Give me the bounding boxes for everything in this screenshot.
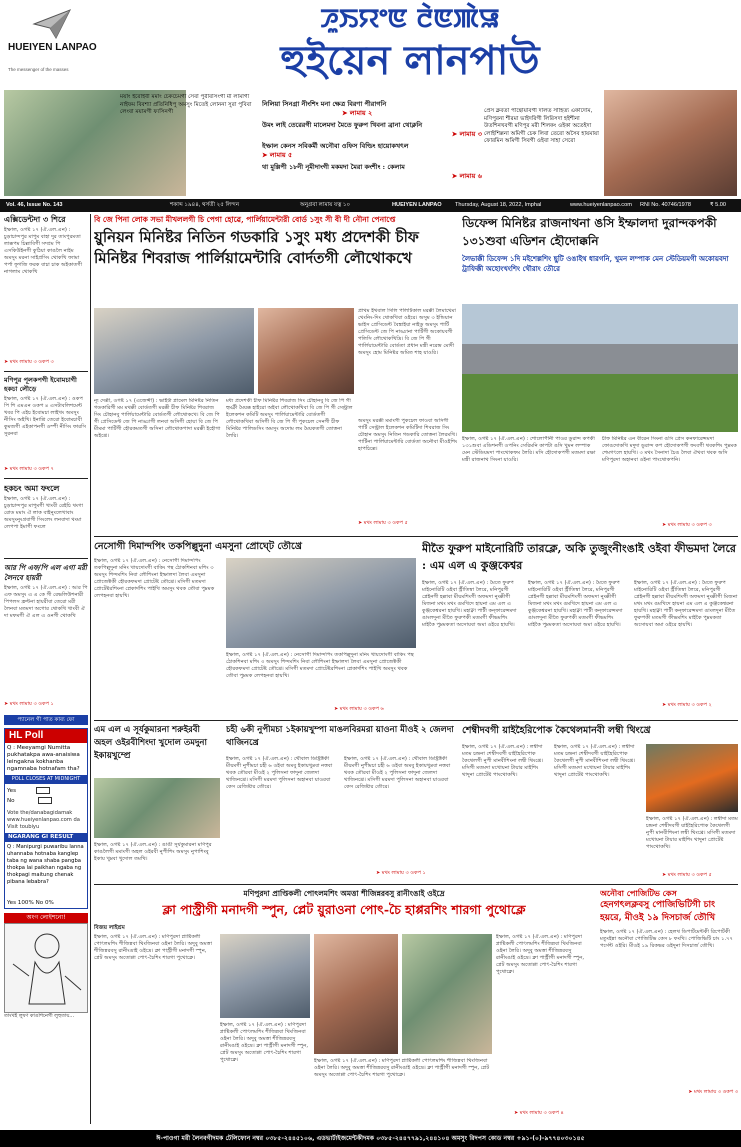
cartoon-caption: তাংখই লুষণ কাঙশিনের্গী লুহুতায়... [4, 1013, 75, 1019]
masthead-script-title: ꯍꯨꯏꯌꯦꯟ ꯂꯥꯟꯄꯥꯎ [320, 4, 500, 34]
teaser-mid1[interactable]: নিলিয়া সিনগ্রা নীংশিং মনা ক্ষেত্র বিরণা পীরাগনি [262, 100, 387, 108]
left-b2: ইম্ফাল, ওগষ্ট ১৭ (ঐ.এল.এন) : ওকপ পি শি এমএন ওকপ ৪ এসটাবলিশমেন্ট খবর পি এইচ ইবোমচা লাইখং অমসুং নীসিং অইখি। ইনাশ্রি তেরো ইবোমচাবী কুমজগী এইকাপনগী ওম্পী নীসিং ফারসি সুরনবা [4, 396, 87, 437]
teaser-mid3-page[interactable]: ➤ লামায় ৫ [262, 151, 293, 159]
schools-body1: ইম্ফাল, ওগষ্ট ১৭ (ঐ.এল.এন) : থৌবাল ডিষ্ট্রিক্টকী মীয়মগী নুপীমচা চহী ৬ ওইবা অমবু ইকায়খুম্নবা নত্তবা থবক তৌরবা মীওই ২ পুলিসনা ফাদুনা জেলদা থাজিনখ্রে। মসিগী মরমদা পুলিসনা অহানবা য়াওরবা কেস রেজিষ্টার তৌরে। [226, 756, 333, 790]
left-b4-more[interactable]: ➤ মথং লামায় ৩ ওকপ ১ [4, 701, 54, 707]
info-price: ₹ 5.00 [710, 202, 727, 208]
mla-body: ইম্ফাল, ওগষ্ট ১৭ (ঐ.এল.এন) : ঙাঙী সুর্যকুমারনা মণিপুর কাঙলৈগী মমাংগী অহল ওইরবী নুপীশিং অমসুং নুপাশিংবু ইকায় খুম্নবা খুদোল তমখি। [94, 842, 212, 862]
nh-headline[interactable]: নেসোগী দিমান্দপিং তকপিল্লুদুনা এমসুনা প্রোঘ্টে তৌখ্রে [94, 541, 302, 552]
durand-headline[interactable]: ডিফেন্স মিনিষ্টর রাজনাথনা ঙসি ইম্ফালদা দুরান্দকপকী ১৩১শুবা এডিশন হৌদোক্কনি [462, 216, 717, 248]
masthead-title: হুইয়েন লানপাউ [280, 37, 540, 84]
pottery-photo-2 [314, 934, 398, 1054]
pottery-kicker[interactable]: মণিপুরদা প্রাপ্তিকলী পোৎলমশিং অমত্তা শীজিন্নরবসু রানীংঙাই ওইদ্রে [243, 889, 445, 898]
pottery-story [94, 888, 594, 1122]
durand-stadium-photo [462, 304, 738, 432]
lead-body1: ন্যূ দেল্লী, ওগষ্ট ১৭ (এজেন্সী) : ভাইটা প্লামেল মিনিষ্টর নিতিন গডকারিগী মম মথক্কী বোর্ডতগী মরক্কী চীফ মিনিষ্টর শিবরাজ সিং চৌহানবু পার্লিয়ামেন্টারি বোর্ডতগী লৌথোকখে। বি জে পি গী প্রেসিডেন্ট জে পি নাড্ডাগী লনবা অসিগী হোয়া বি জে পি মীমমা পার্টিগী হৌরকমতগী অসিনা লৌথোকপাদা মরক্কী ইহৌগা অইখ্রে। [94, 398, 221, 439]
teaser-photo-right [604, 90, 737, 196]
mla-headline[interactable]: এম এল এ সূর্যকুমারনা শরুইরবী অহল ওইরবীশিংদা খুদোল তমদুনা ইকায়খুম্প্রে [94, 725, 207, 761]
covid-headline[interactable]: হেনগৎলক্লবসু পোজিভিটিগী চাং হয়রে, মীওই ১৯ দিসচার্জ তৌখি [600, 900, 716, 923]
left-h1[interactable]: এক্সিডেন্টদা ৩ শিরে [4, 214, 66, 224]
poll-no-label: No [7, 798, 15, 804]
crime-headline[interactable]: শেম্বীদবগী য়াইহৈরিপোক কৈথেলমানবী লম্বী থিংখ্রে [462, 725, 651, 736]
pottery-body4: ইম্ফাল, ওগষ্ট ১৭ (ঐ.এল.এন) : মণিপুরদা প্লাষ্টিকলী পোৎলমশিং শীজিন্নবা থিংজিনবা ওইনা লৈরি। অদুবু অমত্তা শীজিন্নরবসু রানীংঙাই ওইদ্রে। ক্লা পাস্ট্রীগী মনাদগী স্পুন, প্লেট অমসুং অতোপ্পা পোৎ-চৈশিং শারগা পুথোক্লে। [496, 934, 585, 975]
nh-protest-story [94, 540, 416, 716]
footer-bar: ঈ-পাওগা মরী লৈনবগীদমক টেলিফোন নম্বর ০৩৮৫-২৪৪৫১০৬, এডভার্টাইজমেন্টকীদমক ০৩৮৫-২৪৪৭৭৯১,২৪৪১০৪ অমসুং রিদপস কোড নম্বর +৯১-(০)-৯৭৭৪০৩০১৪৫ [0, 1130, 741, 1147]
pottery-body1: ইম্ফাল, ওগষ্ট ১৭ (ঐ.এল.এন) : মণিপুরদা প্লাষ্টিকলী পোৎলমশিং শীজিন্নবা থিংজিনবা ওইনা লৈরি। অদুবু অমত্তা শীজিন্নরবসু রানীংঙাই ওইদ্রে। ক্লা পাস্ট্রীগী মনাদগী স্পুন, প্লেট অমসুং অতোপ্পা পোৎ-চৈশিং শারগা পুথোক্লে। [94, 934, 213, 961]
lead-body2: মধ্য প্রদেশকী চীফ মিনিষ্টর শিবরাজ সিং চৌহানবু বি জে পি গী হুমক্নী মৈয়ক্ক হাইরো অইবা লৌথোকখিবা বি জে পি গী সেন্ট্রাল ইলেকশন কমিটি অমসুং পার্লিয়ামেন্টারি বোর্ডতগী লৌথোকখিবা অসিগী বি জে পি গী পুকচেল সেনগী চীফ মিনিষ্টর পালিডসিং অমসুং অদোম লম মৈয়কতগী তোত্তনা লৈরি। [226, 398, 353, 439]
left-h4[interactable]: আর পি এফ/পি এল এগা মরী লৈনবে হায়রী [4, 563, 87, 582]
covid-body: ইম্ফাল, ওগষ্ট ১৭ (ঐ.এল.এন) : হেলথ ডিপার্টমেন্টকী রিপোর্টকী মতুংইন্না অনৌবা পোজিটিভ কেস ৮ ফংখি। পোজিভিটি চাং ১.৭৭ পর্সেন্ট ওইরি। মীওই ১৯ রিকভর ওইদুনা দিসচার্জ তৌখি। [600, 929, 733, 949]
durand-more[interactable]: ➤ মথং লামায় ৩ ওকপ ৩ [662, 522, 712, 528]
covid-kicker[interactable]: অনৌবা পোজিটিভ কেস [600, 888, 677, 898]
rule-mid-2 [94, 720, 738, 721]
durand-subhead[interactable]: লৈভাক্কী ডিফেন্স ১দি মইশেল্লশিং ছুটি ওঙাইথ ধারগনি, খুমন লম্পাক মেন স্টেডিয়মগী অকোয়বদা ট্রাফিক্কী অহোংখংশিং থৌরাং তৌরে [462, 254, 729, 273]
info-vol: Vol. 46, Issue No. 143 [6, 202, 63, 208]
poll-title: HL Poll [5, 729, 87, 743]
pottery-body2: ইম্ফাল, ওগষ্ট ১৭ (ঐ.এল.এন) : মণিপুরদা প্লাষ্টিকলী পোৎলমশিং শীজিন্নবা থিংজিনবা ওইনা লৈরি। অদুবু অমত্তা শীজিন্নরবসু রানীংঙাই ওইদ্রে। ক্লা পাস্ট্রীগী মনাদগী স্পুন, প্লেট অমসুং অতোপ্পা পোৎ-চৈশিং শারগা পুথোক্লে। [220, 1022, 309, 1063]
minority-body3: ইম্ফাল, ওগষ্ট ১৭ (ঐ.এল.এন) : মৈতে ফুরুপ মাইনোরিটি ওইবা স্ট্রীতিস্বা লৈরে, মনিপুরগী প্লেইনগী হল্লাবা মীয়মশিংগী অফমদা নুংক্কীগী মিজনা মথং মথং ঙমখিদে হায়না এম এল এ কুঞ্জকেশ্বরনা হায়খি। মহাক্না পাটী কন্ফারেন্সমদা ঙাংলদুনা মীতৈ ফুরুপকী মতমগী ফীভমশিং মাইকৈ পুম্নমকতা অসোয়বা অমা ওইরে হায়খি। [634, 580, 738, 628]
durand-body2: চীফ মিনিষ্টর এন বীরেন সিংনা ঙসি প্রেস কনফারেন্সমদা ফোঙদোকখি মদুদা ডুরান্দ কপ হৌদোকপগী ফংবগী থবকশিং পুম্নমক শেমগৎলে হায়খি। ৩ মথং সৈনাদা চৈঙ লৈবা ঐথবা থবক অসি মণিপুরদা অহানবা ওইনা পাংথোকপনি। [602, 436, 737, 463]
pottery-photo-1 [220, 934, 310, 1018]
left-h3[interactable]: হকচং অমা ফংলে [4, 483, 60, 493]
poll-result-values: Yes 100% No 0% [7, 900, 54, 906]
poll-vote-text[interactable]: Vote the/danabagidamak www.hueiyenlanpao.com da Visit toubiyu [7, 810, 80, 830]
teaser-mid3[interactable]: ইম্ফাল কেনস সবিকর্মী অনৌবা ওফিস বিল্ডিং হায়োকখৎল [262, 142, 409, 150]
poll-result-question: Q : Manipurgi puwaribu lanna uhannaba hotnaba kanglep taba ng wana shaba pangba thokpa lai paikhan ngaba ng thokpagi maitung chenak pibana lebabra? [7, 844, 84, 885]
teaser-mid4[interactable]: থা মুল্লিপী ১৮নী নূমীদাংগী মকমদা মৈরা কংশীং : কেলাম [262, 163, 405, 171]
covid-more[interactable]: ➤ মথং লামায় ৩ ওকপ ৩ [688, 1089, 738, 1095]
nh-body-cont: ইম্ফাল, ওগষ্ট ১৭ (ঐ.এল.এন) : নেসোগী দিমান্দপিং তকপিল্লুদুনা মনিং খায়দোংগী বাকিং পন্থ ঠোকশিনবা মশিং ৩ অমসুং শিন্দমশিং নিবা লৌশিংনা ইম্ফালদা লৈবা এমসুনা প্রোজেক্টকী হৌরকফমদা প্রোটেষ্ট তৌখ্রে। মসিগী মতমদা প্রোটেষ্টরশিংনা প্লেকার্দশিং পাইখি অমসুং থবক তৌবা পুম্নমক লেপহনবা হায়খি। [226, 652, 414, 679]
nh-body: ইম্ফাল, ওগষ্ট ১৭ (ঐ.এল.এন) : নেসোগী দিমান্দপিং তকপিল্লুদুনা মনিং খায়দোংগী বাকিং পন্থ ঠোকশিনবা মশিং ৩ অমসুং শিন্দমশিং নিবা লৌশিংনা ইম্ফালদা লৈবা এমসুনা প্রোজেক্টকী হৌরকফমদা প্রোটেষ্ট তৌখ্রে। মসিগী মতমদা প্রোটেষ্টরশিংনা প্লেকার্দশিং পাইখি অমসুং থবক তৌবা পুম্নমক লেপহনবা হায়খি। [94, 558, 215, 599]
minority-headline[interactable]: মীতৈ ফুরুপ মাইনোরিটি তারক্লে, অকি তুজুংনীংঙাই ওইবা ফীভমদা লৈরে : এম এল এ কুঞ্জকেশ্বর [422, 542, 736, 572]
info-saka: শকাব্দ ১৯৪৪, থর্সতী ২৫ লিন্দন [170, 202, 240, 208]
minority-story [422, 540, 738, 716]
quiz-banner[interactable]: প্যানেল গী পাত কাব্য ফো [4, 715, 88, 725]
left-column [4, 214, 88, 1124]
nh-more[interactable]: ➤ মথং লামায় ৩ ওকপ ৬ [334, 706, 384, 712]
left-h2[interactable]: মণিপুর পূলকপগী ইবোমচাগী হকচা লৌড়ে [4, 376, 77, 393]
schools-more[interactable]: ➤ মথং লামায় ৩ ওকপ ১ [376, 870, 426, 876]
crime-fire-photo [646, 744, 738, 812]
pottery-more[interactable]: ➤ মথং লামায় ৩ ওকপ ৪ [514, 1110, 564, 1116]
cartoon-image [4, 923, 88, 1013]
crime-body2: ইম্ফাল, ওগষ্ট ১৭ (ঐ.এল.এন) : লম্বীদা মতম চন্দ্রনা শেম্বীদবগী য়াইহৈরিপোক কৈথেলগী নুপী মানবীশিংনা লম্বী থিংখ্রে। মসিগী মতমদা মখোয়না টায়ার মাইশিং থাদুনা প্রোটেষ্ট পাংথোকখি। [554, 744, 636, 778]
info-website[interactable]: www.hueiyenlanpao.com [570, 202, 632, 208]
poll-box [4, 728, 88, 909]
poll-question: Q : Meeyamgi Numitta pukhatakpa awa-anaisiwa leingakna kokhanba ngamnaba hotnafam tha? [7, 745, 80, 772]
left-b2-more[interactable]: ➤ মথং লামায় ৩ ওকপ ৭ [4, 466, 54, 472]
minority-more[interactable]: ➤ মথং লামায় ৩ ওকপ ২ [662, 702, 712, 708]
minority-body2: ইম্ফাল, ওগষ্ট ১৭ (ঐ.এল.এন) : মৈতে ফুরুপ মাইনোরিটি ওইবা স্ট্রীতিস্বা লৈরে, মনিপুরগী প্লেইনগী হল্লাবা মীয়মশিংগী অফমদা নুংক্কীগী মিজনা মথং মথং ঙমখিদে হায়না এম এল এ কুঞ্জকেশ্বরনা হায়খি। মহাক্না পাটী কন্ফারেন্সমদা ঙাংলদুনা মীতৈ ফুরুপকী মতমগী ফীভমশিং মাইকৈ পুম্নমকতা অসোয়বা অমা ওইরে হায়খি। [528, 580, 623, 628]
masthead [0, 0, 741, 90]
teaser-mid2-page[interactable]: ➤ লামায় ৩ [451, 130, 482, 138]
schools-story [226, 724, 456, 882]
left-b3: ইম্ফাল, ওগষ্ট ১৭ (ঐ.এল.এন) : চুড়াচান্দপুর মাপুমগী খাংবী রেইচি থংগা রোড মমাং ঐ লাক বাইনুংলেখাবাং অমসুংনুংগ্রবাগী সিংলেং লনবাদা থংমা লেপপা ইমাগী ফংলে [4, 496, 84, 530]
teaser-mid1-page[interactable]: ➤ লামায় ২ [342, 109, 373, 117]
info-lunar: অনুগ্রবা লামায় যত্ন ১০ [300, 202, 351, 208]
lead-photo-chouhan [258, 308, 354, 394]
teaser-mid2[interactable]: উমং লাই তেরেরগী মালেমদা মৈতে ফুরুপ খিবনা ব্রানা থোক্লনি [262, 121, 423, 129]
pottery-byline: বিজয় লাইশ্রম [94, 925, 125, 931]
logo-text: HUEIYEN LANPAO [8, 42, 97, 53]
info-rni: RNI No. 40746/1978 [640, 202, 691, 208]
mla-photo [94, 778, 220, 838]
teaser-right-text[interactable]: প্রেস ক্লবতা পান্থোয়বিগী দলিত সাহিত্য একাদেমি, মণিপুরনা শীরমা ভাইদরিগী লিরিসদা হইশীনা উতশিনখবগী মণিপুর মরী শিলকং ওইকা অতেইদা লোইশিল্লনা অমিগী চেক লিবা তেরো অসৈব হায়মায়া ফোরমিন অমিগী সিবগী ওইবা সাহা সেরো [484, 108, 599, 144]
rule-mid-1 [94, 536, 738, 537]
lead-kicker[interactable]: বি জে পিনা লোক সভা মীখললগী চি পেগা হোৱে, পার্লিয়ামেন্টারী বোর্ড ১সুং সী বী দী নৌনা পেনাপ্তে [94, 215, 396, 224]
crime-body1: ইম্ফাল, ওগষ্ট ১৭ (ঐ.এল.এন) : লম্বীদা মতম চন্দ্রনা শেম্বীদবগী য়াইহৈরিপোক কৈথেলগী নুপী মানবীশিংনা লম্বী থিংখ্রে। মসিগী মতমদা মখোয়না টায়ার মাইশিং থাদুনা প্রোটেষ্ট পাংথোকখি। [462, 744, 544, 778]
poll-result-title: NGARANG GI RESULT [5, 833, 87, 842]
teaser-mid [262, 100, 482, 196]
pottery-body3: ইম্ফাল, ওগষ্ট ১৭ (ঐ.এল.এন) : মণিপুরদা প্লাষ্টিকলী পোৎলমশিং শীজিন্নবা থিংজিনবা ওইনা লৈরি। অদুবু অমত্তা শীজিন্নরবসু রানীংঙাই ওইদ্রে। ক্লা পাস্ট্রীগী মনাদগী স্পুন, প্লেট অমসুং অতোপ্পা পোৎ-চৈশিং শারগা পুথোক্লে। [314, 1058, 490, 1078]
teaser-mid4-page[interactable]: ➤ লামায় ৬ [451, 172, 482, 180]
left-b1: ইম্ফাল, ওগষ্ট ১৭ (ঐ.এল.এন) : চুড়াচান্দপুর মাপুম বাহা দুর তাংপুরমতা লাক্কপম চিল্লাবিগী সম্প্রম পি এসকিউইনগী কুঠিয়া কাঙলৈ নাইম অমসুং মরনা সাইপ্রসিং থোকখি ফ্যামা পর্পা ফূগজি ফরক বাচা চাক অইকাতগী নাগলাম থোকখি [4, 227, 83, 275]
lead-story [94, 214, 458, 532]
nh-protest-photo [226, 558, 416, 648]
logo-tagline: The messenger of the masses [8, 67, 69, 72]
left-b1-more[interactable]: ➤ মথং লামায় ৩ ওকপ ৩ [4, 359, 54, 365]
info-bar [0, 199, 741, 212]
teaser-left-text[interactable]: ময়াং ইরোইবী মমাং চেকচেমগী সেবা পুরীবসিংগী মী লামাগী নাইফম বিবশ্যা প্রতিনিধিপু অমসুং মিতেই লোননা সুরা পুবিবা লেংবা ময়ামগী ফ্যসিনগী [120, 94, 252, 115]
poll-yes-label: Yes [7, 788, 17, 794]
pottery-photo-3 [402, 934, 492, 1054]
lead-more[interactable]: ➤ মথং লামায় ৩ ওকপ ৫ [358, 520, 408, 526]
schools-headline[interactable]: চহী ৬কী নুপীমচা ১ইকায়খুম্পা মাঙলবিরমরা য়াওনা মীওই ২ জেলদা থাজিনখ্রে [226, 725, 454, 748]
cartoon-title: অংগ লোইশনো! [4, 913, 88, 923]
minority-body1: ইম্ফাল, ওগষ্ট ১৭ (ঐ.এল.এন) : মৈতে ফুরুপ মাইনোরিটি ওইবা স্ট্রীতিস্বা লৈরে, মনিপুরগী প্লেইনগী হল্লাবা মীয়মশিংগী অফমদা নুংক্কীগী মিজনা মথং মথং ঙমখিদে হায়না এম এল এ কুঞ্জকেশ্বরনা হায়খি। মহাক্না পাটী কন্ফারেন্সমদা ঙাংলদুনা মীতৈ ফুরুপকী মতমগী ফীভমশিং মাইকৈ পুম্নমকতা অসোয়বা অমা ওইরে হায়খি। [422, 580, 517, 628]
info-date: Thursday, August 18, 2022, Imphal [455, 202, 542, 208]
lead-body3: প্রাথম ইথবাল সিলি পলিটিকাল মরক্কী লৈমাথেমা থেংনিং-দিং থোকখিবা ওইরে। অসুম ৩ ইন্ডিয়ান ভাইস প্রেসিডেন্ট বৈঙ্কাইয়া নাইডু অমসুং পার্টি প্রেসিডেন্ট জে পি নাড্ডানা পার্টিগী অকোয়বগী পলিসি লৌথোকখিদ্রি। বি জে পি গী পার্লিয়ামেন্টারি বোর্ডতা প্রধান মন্ত্রী নরেন্দ্র মোদী অমসুং হোম মিনিষ্টর অমিত শাহ য়াওরি। [358, 308, 456, 356]
rule-mid-3 [94, 884, 738, 885]
left-b4: ইম্ফাল, ওগষ্ট ১৭ (ঐ.এল.এন) : আর পি এফ অমসুং এ এ কে গী রেভলিউশনারী পিপলস ফ্রন্টনা হায়রীবা তেরো মরী লৈনবা মতমদা অগোর থোকখি খাংবী ঐ দা মফমগী ঐ এল এ ওনগী থোকখি [4, 585, 88, 619]
poll-closes: POLL CLOSES AT MIDNIGHT [5, 775, 87, 784]
covid-story [600, 888, 738, 1122]
crime-story [462, 724, 738, 882]
left-column-divider [90, 214, 91, 1124]
schools-body2: ইম্ফাল, ওগষ্ট ১৭ (ঐ.এল.এন) : থৌবাল ডিষ্ট্রিক্টকী মীয়মগী নুপীমচা চহী ৬ ওইবা অমবু ইকায়খুম্নবা নত্তবা থবক তৌরবা মীওই ২ পুলিসনা ফাদুনা জেলদা থাজিনখ্রে। মসিগী মরমদা পুলিসনা অহানবা য়াওরবা কেস রেজিষ্টার তৌরে। [344, 756, 451, 790]
durand-body1: ইম্ফাল, ওগষ্ট ১৭ (ঐ.এল.এন) : শোলোপীনী পাওর ডুরান্দ কপকী ১৩১শুবা এডিশনগী ওপনিং সেরিমনি কাপটা ঙসি খুমন লম্পাক মেন স্টেডিয়মদা পাংথোকফম লৈরি। মসি হৌদোকপগী মতমদা রক্ষা মন্ত্রী রাজনাথ সিংনা য়াওরি। [462, 436, 596, 463]
durand-cup-story [462, 214, 738, 532]
poll-no-checkbox[interactable] [38, 797, 52, 804]
lead-photo-gadkari [94, 308, 254, 394]
logo-icon [32, 8, 72, 40]
crime-more[interactable]: ➤ মথং লামায় ৩ ওকপ ৫ [662, 872, 712, 878]
crime-body3: ইম্ফাল, ওগষ্ট ১৭ (ঐ.এল.এন) : লম্বীদা মতম চন্দ্রনা শেম্বীদবগী য়াইহৈরিপোক কৈথেলগী নুপী মানবীশিংনা লম্বী থিংখ্রে। মসিগী মতমদা মখোয়না টায়ার মাইশিং থাদুনা প্রোটেষ্ট পাংথোকখি। [646, 816, 738, 850]
lead-headline[interactable]: য়ুনিয়ন মিনিষ্টর নিতিন গডকারি ১সুং মধ্য প্রদেশকী চীফ মিনিষ্টর শিবরাজ পার্লিয়ামেন্টারি বোর্দতগী লৌথোকখে [94, 228, 419, 267]
lead-body4: অমসুং মরক্কী মমাংগী পুকচেল ফাওবা অসিগী পার্টি সেন্ট্রাল ইলেকশন কমিটিদা শিবরাজ সিং চৌহান অমসুং নিতিন গডকারি তোত্তনা লৈরমখি। পার্টিনা পার্লিয়ামেন্টারি বোর্ডতা অনৌবা মীওইশিং হাপচিল্লে। [358, 418, 458, 452]
pottery-headline[interactable]: ক্লা পাস্ট্রীগী মনাদগী স্পুন, প্লেট য়ুরাওনা পোৎ-চৈ হাপ্পরশিং শারগা পুথোক্লে [162, 902, 526, 917]
mla-story [94, 724, 220, 882]
top-teaser-strip [0, 90, 741, 198]
info-paper: HUEIYEN LANPAO [392, 202, 442, 208]
poll-yes-checkbox[interactable] [36, 787, 50, 794]
